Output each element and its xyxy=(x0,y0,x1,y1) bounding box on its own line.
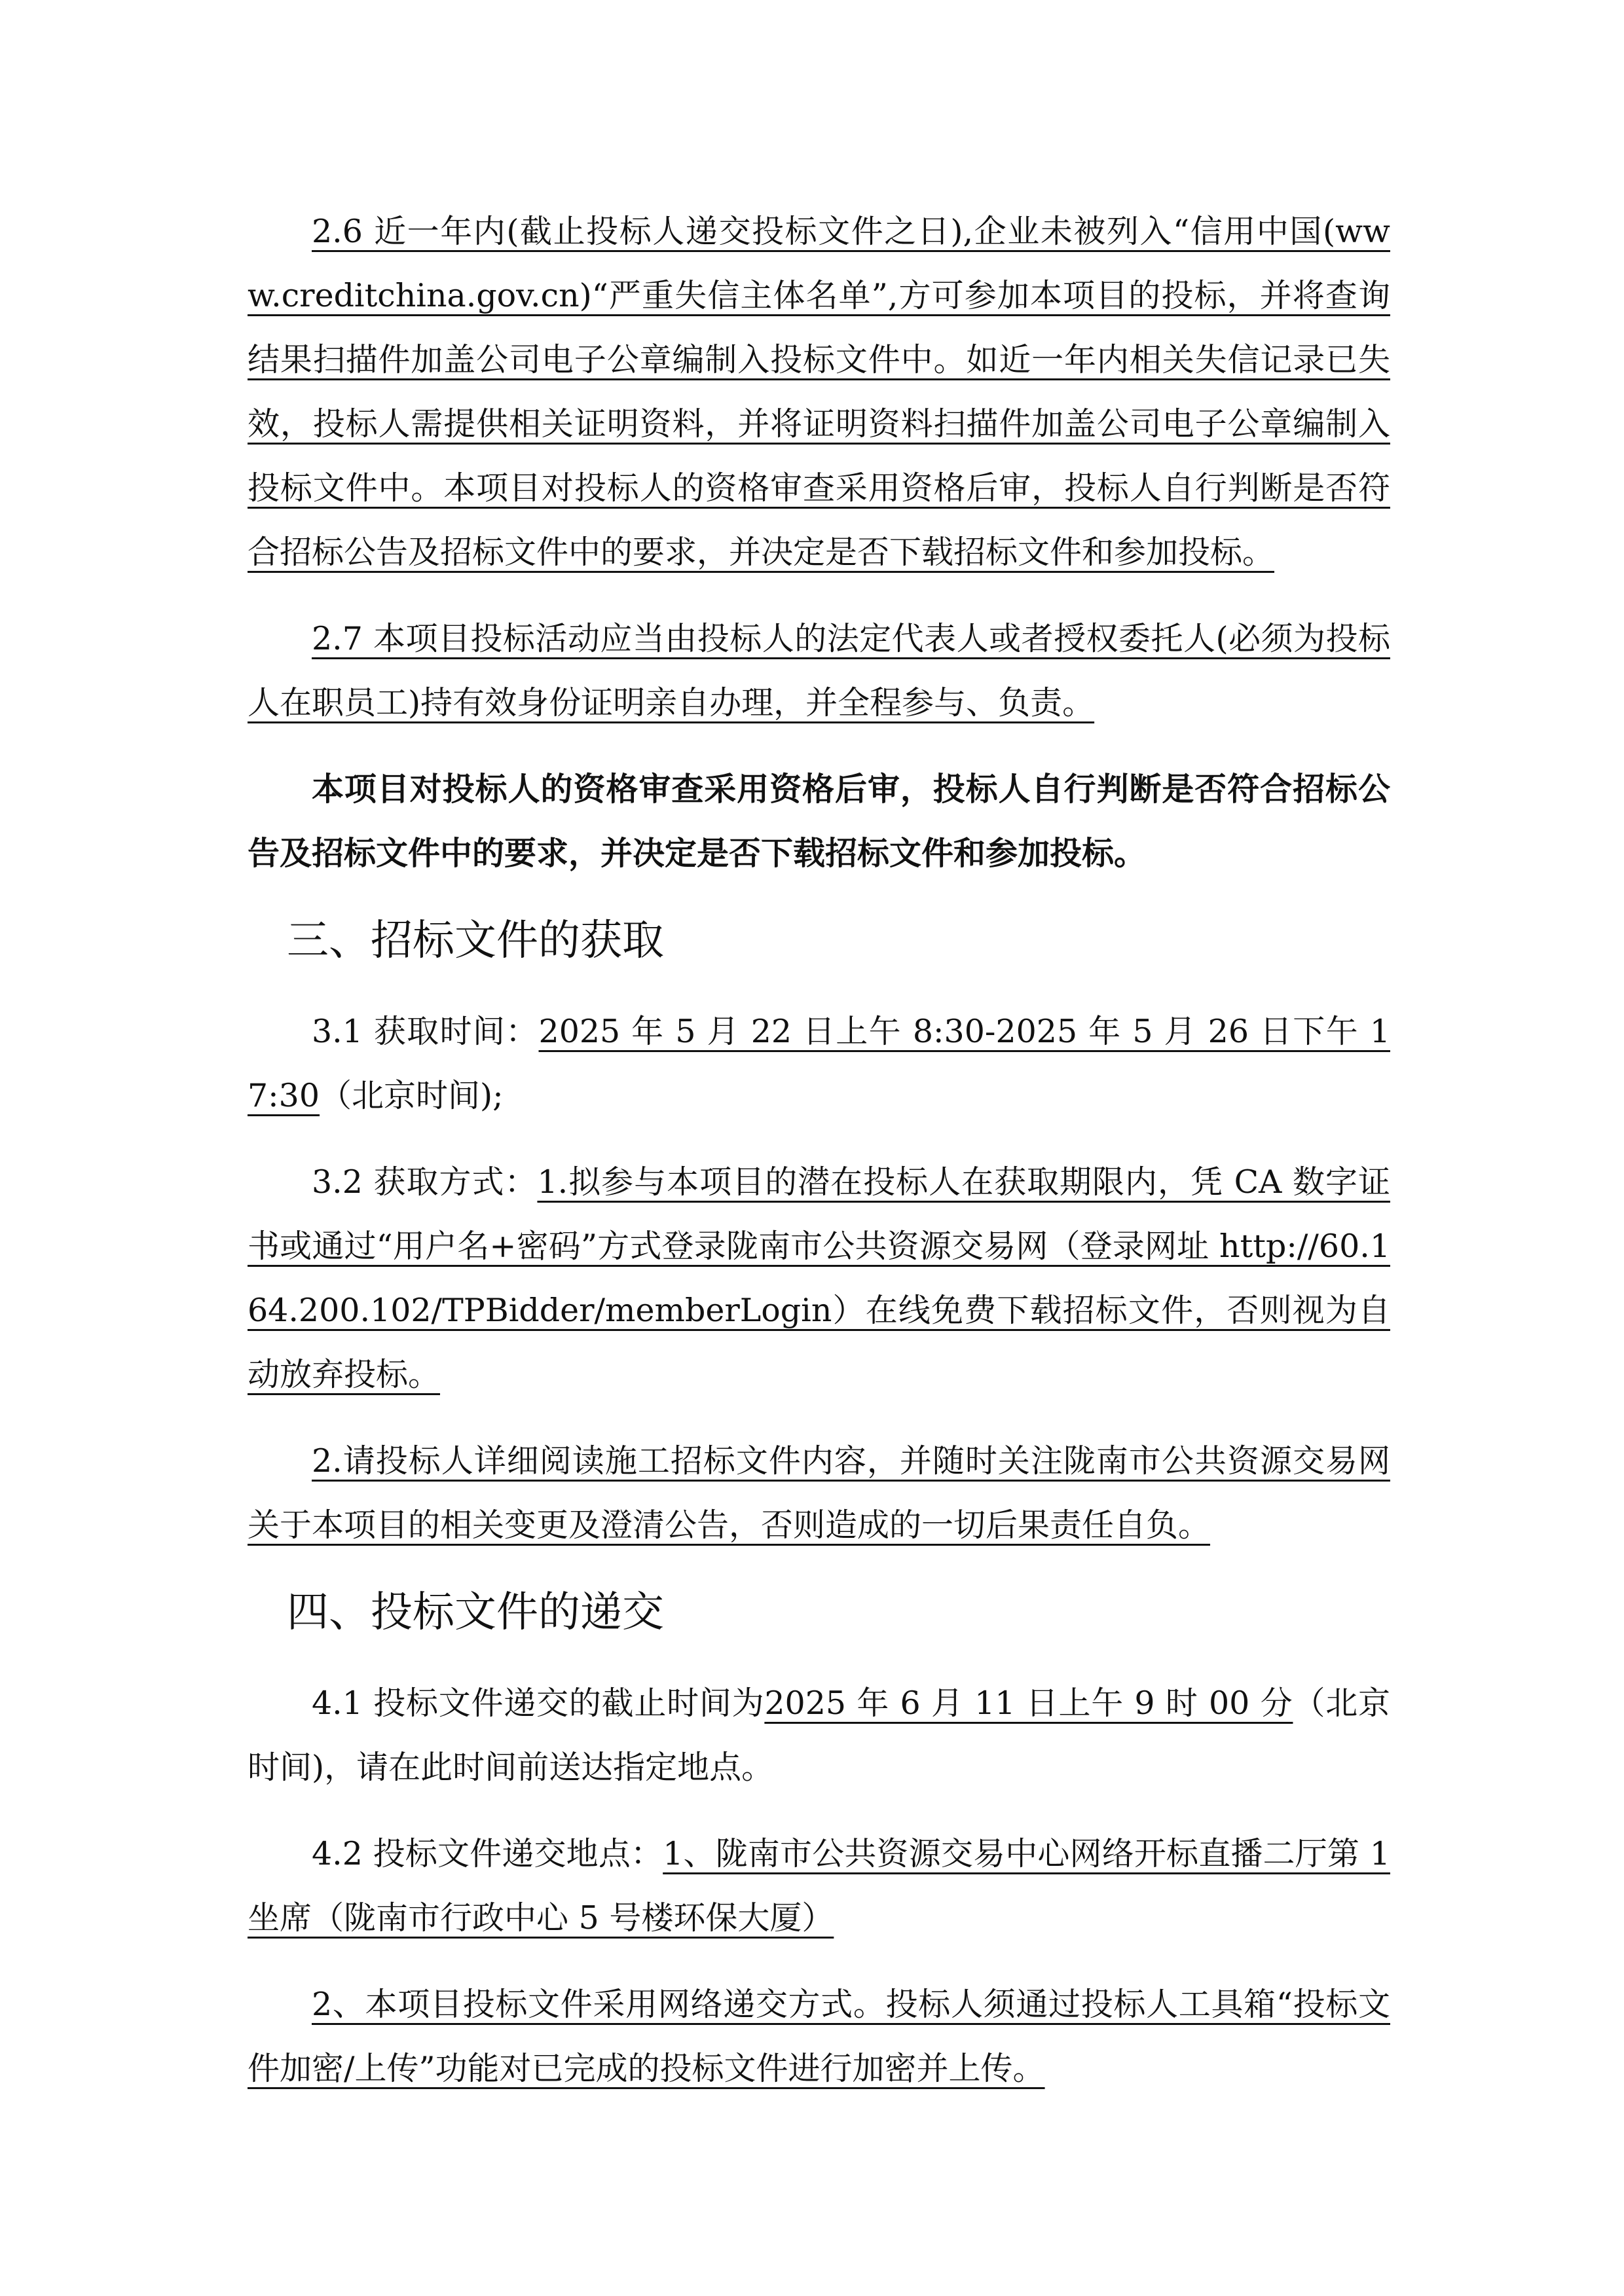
clause-2-6 xyxy=(248,200,1390,585)
clause-4-2 xyxy=(248,1822,1390,1950)
clause-4-1-value: 2025 年 6 月 11 日上午 9 时 00 分 xyxy=(764,1685,1293,1722)
clause-4-2-label: 4.2 投标文件递交地点： xyxy=(312,1835,663,1872)
clause-3-2 xyxy=(248,1150,1390,1407)
clause-4-1-suffix: （北京时间)，请在此时间前送达指定地点。 xyxy=(248,1685,1390,1786)
clause-2-7-text: 2.7 本项目投标活动应当由投标人的法定代表人或者授权委托人(必须为投标人在职员工)持有效身份证明亲自办理，并全程参与、负责。 xyxy=(248,620,1390,721)
clause-3-2-label: 3.2 获取方式： xyxy=(312,1163,538,1201)
clause-4-2-item-2-text: 2、本项目投标文件采用网络递交方式。投标人须通过投标人工具箱“投标文件加密/上传”功能对已完成的投标文件进行加密并上传。 xyxy=(248,1986,1390,2087)
clause-3-2-value: 1.拟参与本项目的潜在投标人在获取期限内，凭 CA 数字证书或通过“用户名+密码”方式登录陇南市公共资源交易网（登录网址 http://60.164.200.102/TPBidder/memberLogin）在线免费下载招标文件，否则视为自动放弃投标。 xyxy=(248,1163,1390,1393)
clause-3-1 xyxy=(248,1000,1390,1128)
document-body xyxy=(248,200,1390,2123)
clause-3-1-value: 2025 年 5 月 22 日上午 8:30-2025 年 5 月 26 日下午 17:30 xyxy=(248,1013,1390,1114)
clause-2-6-text: 2.6 近一年内(截止投标人递交投标文件之日),企业未被列入“信用中国(www.creditchina.gov.cn)“严重失信主体名单”,方可参加本项目的投标，并将查询结果扫描件加盖公司电子公章编制入投标文件中。如近一年内相关失信记录已失效，投标人需提供相关证明资料，并将证明资料扫描件加盖公司电子公章编制入投标文件中。本项目对投标人的资格审查采用资格后审，投标人自行判断是否符合招标公告及招标文件中的要求，并决定是否下载招标文件和参加投标。 xyxy=(248,213,1390,571)
clause-4-2-value: 1、陇南市公共资源交易中心网络开标直播二厅第 1 坐席（陇南市行政中心 5 号楼环保大厦） xyxy=(248,1835,1390,1937)
clause-4-1 xyxy=(248,1671,1390,1800)
clause-3-1-label: 3.1 获取时间： xyxy=(312,1013,539,1050)
clause-3-1-suffix: （北京时间); xyxy=(320,1077,504,1114)
clause-4-2-item-2 xyxy=(248,1973,1390,2101)
clause-3-2-item-2-text: 2.请投标人详细阅读施工招标文件内容，并随时关注陇南市公共资源交易网关于本项目的相关变更及澄清公告，否则造成的一切后果责任自负。 xyxy=(248,1442,1390,1544)
clause-4-1-label: 4.1 投标文件递交的截止时间为 xyxy=(312,1685,765,1722)
clause-3-2-item-2 xyxy=(248,1429,1390,1558)
clause-2-7 xyxy=(248,607,1390,735)
qualification-notice: 本项目对投标人的资格审查采用资格后审，投标人自行判断是否符合招标公告及招标文件中的要求，并决定是否下载招标文件和参加投标。 xyxy=(248,771,1390,872)
section-4-heading: 四、投标文件的递交 xyxy=(287,1588,664,1637)
section-3-heading: 三、招标文件的获取 xyxy=(287,917,664,965)
